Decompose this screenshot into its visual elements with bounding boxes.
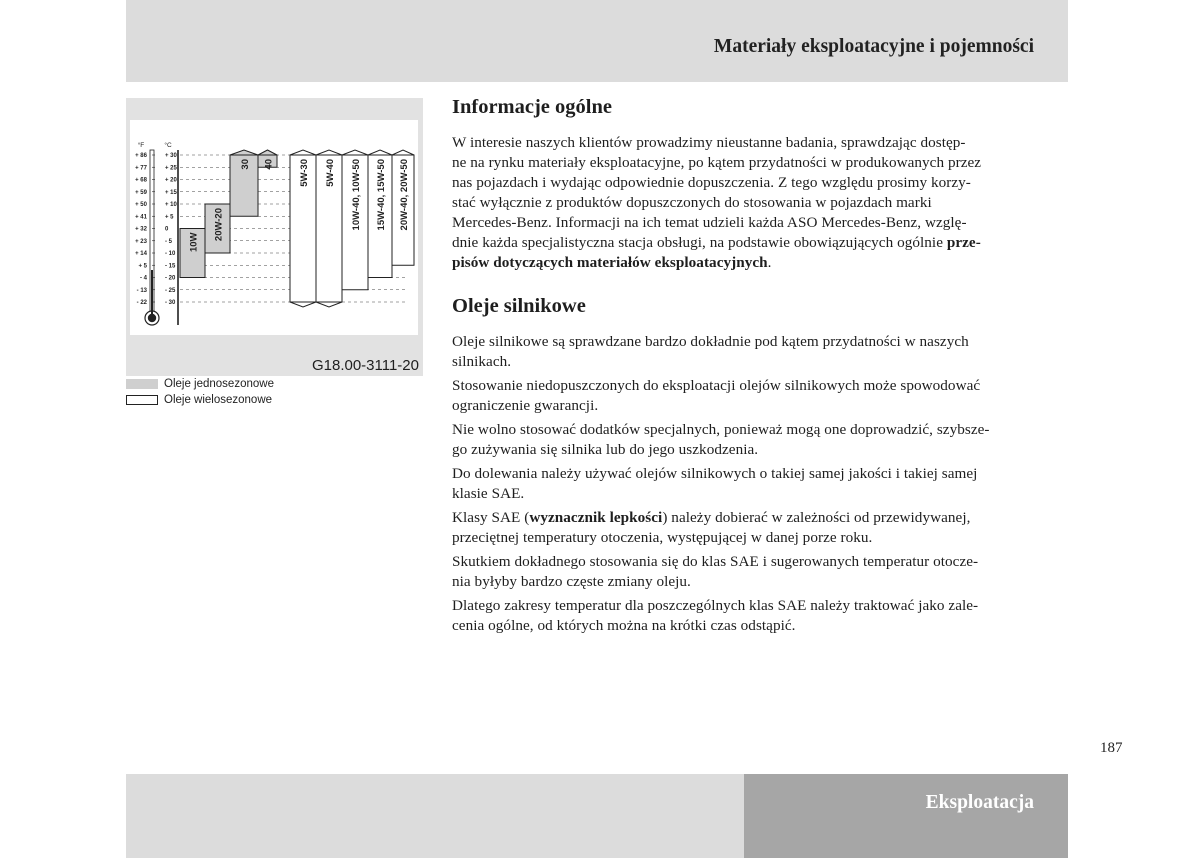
unit-fahrenheit: °F: [137, 142, 145, 149]
legend-item-multi-season: [126, 393, 272, 406]
paragraph-6: Skutkiem dokładnego stosowania się do klas SAE i sugerowanych temperatur otocze- nia byłyby bardzo częste zmiany oleju.: [452, 553, 979, 590]
page-number: 187: [1100, 740, 1123, 756]
tick-label-fahrenheit: + 41: [135, 214, 147, 221]
unit-celsius: °C: [164, 142, 172, 149]
bar-label: 40: [263, 159, 275, 170]
page-title: Materiały eksploatacyjne i pojemności: [713, 36, 1034, 57]
tick-label-fahrenheit: + 23: [135, 238, 147, 245]
bar-label: 20W-40, 20W-50: [399, 159, 410, 231]
section-heading-general: Informacje ogólne: [452, 96, 612, 118]
legend-swatch-white: [126, 395, 158, 405]
tick-label-celsius: - 10: [165, 251, 176, 258]
section-tab: [744, 774, 1068, 858]
paragraph-2: Stosowanie niedopuszczonych do eksploatacji olejów silnikowych może spowodować ograniczenie gwarancji.: [452, 377, 981, 414]
tick-label-celsius: - 15: [165, 263, 176, 270]
bar-label: 15W-40, 15W-50: [376, 159, 387, 231]
tick-label-fahrenheit: - 22: [136, 300, 147, 307]
tick-label-celsius: - 30: [165, 300, 176, 307]
tick-label-fahrenheit: + 5: [138, 263, 147, 270]
tick-label-fahrenheit: - 13: [136, 287, 147, 294]
header-bar: [126, 0, 1068, 82]
tick-label-fahrenheit: + 86: [135, 153, 147, 160]
tick-label-fahrenheit: - 4: [139, 275, 147, 282]
bar-label: 10W: [188, 232, 200, 253]
paragraph-7: Dlatego zakresy temperatur dla poszczególnych klas SAE należy traktować jako zale- cenia ogólne, od których można na krótki czas odstąpić.: [452, 597, 979, 634]
paragraph-3: Nie wolno stosować dodatków specjalnych, ponieważ mogą one doprowadzić, szybsze- go zużywania się silnika lub do jego uszkodzenia.: [452, 421, 990, 458]
footer-bar: [126, 774, 1068, 858]
tick-label-celsius: - 25: [165, 287, 176, 294]
tick-label-celsius: + 25: [165, 165, 177, 172]
tick-label-celsius: + 5: [165, 214, 174, 221]
legend-swatch-gray: [126, 379, 158, 389]
viscosity-chart: [130, 120, 418, 335]
tick-label-fahrenheit: + 77: [135, 165, 147, 172]
tick-label-celsius: + 10: [165, 202, 177, 209]
bar-label: 5W-40: [325, 159, 336, 187]
figure-code: G18.00-3111-20: [311, 357, 419, 374]
thermometer-bulb-fill: [148, 314, 156, 322]
tick-label-fahrenheit: + 32: [135, 226, 147, 233]
legend-label: Oleje wielosezonowe: [164, 393, 273, 406]
thermometer-mercury: [151, 270, 153, 314]
tick-label-celsius: - 5: [165, 238, 173, 245]
tick-label-celsius: + 20: [165, 177, 177, 184]
oil-viscosity-figure: [126, 98, 423, 376]
paragraph-5: Klasy SAE (wyznacznik lepkości) należy dobierać w zależności od przewidywanej, przeciętnej temperatury otoczenia, występującej w danej porze roku.: [452, 509, 971, 546]
main-content: [452, 96, 1068, 636]
tick-label-celsius: + 15: [165, 189, 177, 196]
tick-label-fahrenheit: + 14: [135, 251, 147, 258]
tick-label-celsius: 0: [165, 226, 169, 233]
tick-label-fahrenheit: + 59: [135, 189, 147, 196]
bar-label: 20W-20: [213, 208, 225, 242]
section-heading-engine-oils: Oleje silnikowe: [452, 295, 586, 317]
tick-label-celsius: - 20: [165, 275, 176, 282]
bar-label: 30: [240, 159, 251, 170]
section-tab-label: Eksploatacja: [925, 792, 1034, 813]
tick-label-fahrenheit: + 68: [135, 177, 147, 184]
tick-label-celsius: + 30: [165, 153, 177, 160]
bar-label: 5W-30: [299, 159, 310, 187]
tick-label-fahrenheit: + 50: [135, 202, 147, 209]
paragraph-4: Do dolewania należy używać olejów silnikowych o takiej samej jakości i takiej samej klasie SAE.: [452, 465, 978, 502]
bar-label: 10W-40, 10W-50: [351, 159, 362, 231]
paragraph-general: W interesie naszych klientów prowadzimy nieustanne badania, sprawdzając dostęp- ne na rynku materiały eksploatacyjne, po kątem przydatności w produkowanych przez nas pojazdach i wydając odpowiednie dopuszczenia. Z tego względu prosimy korzy- stać wyłącznie z produktów dopuszczonych do stosowania w pojazdach marki Mercedes-Benz. Informacji na ich temat udzieli każda ASO Mercedes-Benz, wzglę- dnie każda specjalistyczna stacja obsługi, na podstawie obowiązujących ogólnie prze- pisów dotyczących materiałów eksploatacyjnych.: [452, 134, 982, 271]
paragraph-1: Oleje silnikowe są sprawdzane bardzo dokładnie pod kątem przydatności w naszych silnikach.: [452, 333, 969, 370]
legend-item-single-season: [126, 377, 274, 390]
legend-label: Oleje jednosezonowe: [164, 377, 274, 390]
